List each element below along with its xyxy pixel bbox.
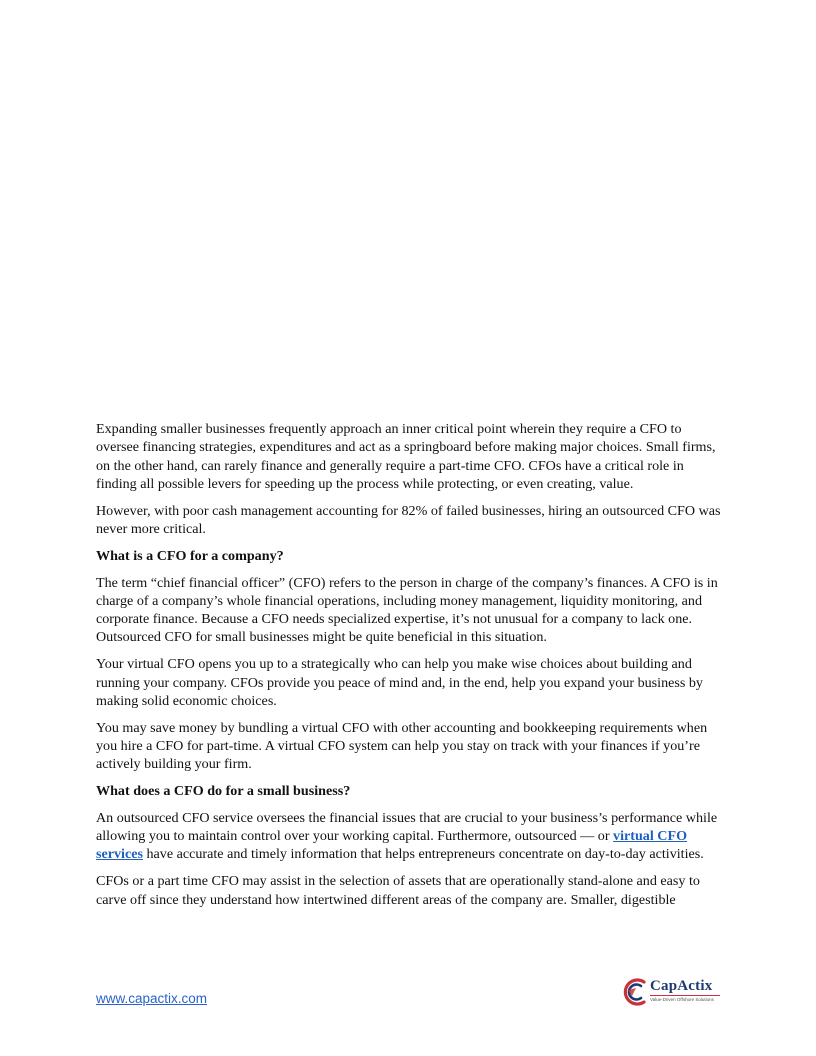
paragraph-cfo-definition: The term “chief financial officer” (CFO) refers to the person in charge of the company’s finances. A CFO is in charge of a company’s whole financial operations, including money management, liquidity monitoring, and corporate finance. Because a CFO needs specialized expertise, it’s not unusual for a company to lack one. Outsourced CFO for small businesses might be quite beneficial in this situation. bbox=[96, 574, 718, 646]
logo-tagline: Value-Driven Offshore Solutions bbox=[650, 997, 714, 1002]
paragraph-assets-selection: CFOs or a part time CFO may assist in the selection of assets that are operationally stand-alone and easy to carve off since they understand how intertwined different areas of the company are. Smaller, digestible bbox=[96, 873, 700, 908]
logo-name: CapActix bbox=[650, 978, 713, 994]
logo-divider bbox=[650, 995, 720, 996]
virtual-cfo-services-link[interactable]: virtual CFO services bbox=[96, 828, 688, 863]
capactix-swoosh-icon bbox=[622, 976, 650, 1008]
paragraph-outsourced-service bbox=[96, 809, 722, 864]
paragraph-text-after-link: have accurate and timely information that helps entrepreneurs concentrate on day-to-day activities. bbox=[142, 846, 704, 863]
capactix-logo bbox=[622, 976, 722, 1010]
heading-what-cfo-does: What does a CFO do for a small business? bbox=[96, 783, 351, 800]
heading-what-is-cfo: What is a CFO for a company? bbox=[96, 547, 284, 564]
paragraph-virtual-cfo: Your virtual CFO opens you up to a strategically who can help you make wise choices about building and running your company. CFOs provide you peace of mind and, in the end, help you expand your business by making solid economic choices. bbox=[96, 656, 703, 709]
paragraph-save-money: You may save money by bundling a virtual CFO with other accounting and bookkeeping requirements when you hire a CFO for part-time. A virtual CFO system can help you stay on track with your finances if you’re actively building your firm. bbox=[96, 719, 708, 773]
document-body bbox=[96, 420, 722, 917]
paragraph-intro: Expanding smaller businesses frequently approach an inner critical point wherein they require a CFO to oversee financing strategies, expenditures and act as a springboard before making major choices. Small firms, on the other hand, can rarely finance and generally require a part-time CFO. CFOs have a critical role in finding all possible levers for speeding up the process while protecting, or even creating, value. bbox=[96, 421, 716, 492]
paragraph-text-before-link: An outsourced CFO service oversees the financial issues that are crucial to your business’s performance while allowing you to maintain control over your working capital. Furthermore, outsourced — or bbox=[96, 809, 718, 845]
footer-website-link[interactable]: www.capactix.com bbox=[96, 991, 208, 1006]
paragraph-cash-management: However, with poor cash management accounting for 82% of failed businesses, hiring an outsourced CFO was never more critical. bbox=[96, 502, 721, 537]
